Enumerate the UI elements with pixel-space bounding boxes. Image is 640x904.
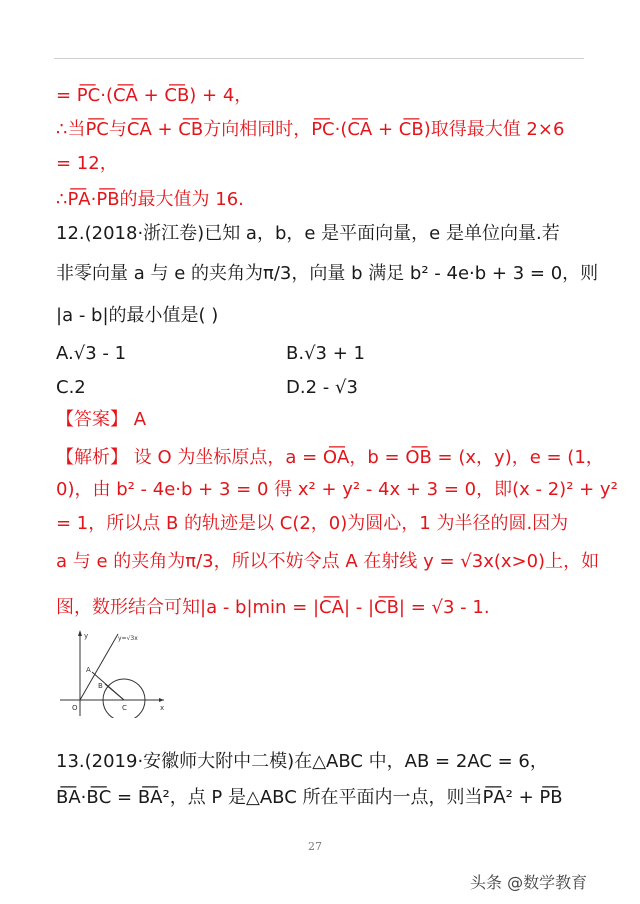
analysis-line-1: 【解析】 设 O 为坐标原点，a = O͞A，b = O͞B = (x，y)，e = (1，	[56, 447, 604, 468]
question-13-line-2: B͞A·B͞C = B͞A²，点 P 是△ABC 所在平面内一点，则当P͞A² + P͞B	[56, 787, 563, 808]
y-axis-arrow	[78, 630, 82, 636]
option-b: B.√3 + 1	[286, 343, 365, 364]
option-d: D.2 - √3	[286, 377, 358, 398]
point-c-label: C	[122, 704, 127, 712]
point-a-label: A	[86, 666, 91, 674]
analysis-line-2: 0)，由 b² - 4e·b + 3 = 0 得 x² + y² - 4x + 3 = 0，即(x - 2)² + y²	[56, 479, 618, 500]
solution-line-2: ∴当P͞C与C͞A + C͞B方向相同时，P͞C·(C͞A + C͞B)取得最大值 2×6	[56, 119, 565, 140]
analysis-line-5: 图，数形结合可知|a - b|min = |C͞A| - |C͞B| = √3 - 1.	[56, 597, 490, 618]
solution-line-3: = 12，	[56, 153, 118, 174]
ray-label: y=√3x	[118, 635, 138, 642]
question-12-line-1: 12.(2018·浙江卷)已知 a，b，e 是平面向量，e 是单位向量.若	[56, 223, 560, 244]
top-rule	[54, 58, 584, 59]
question-13-line-1: 13.(2019·安徽师大附中二模)在△ABC 中，AB = 2AC = 6，	[56, 751, 548, 772]
solution-line-4: ∴P͞A·P͞B的最大值为 16.	[56, 189, 244, 210]
answer-line: 【答案】 A	[56, 409, 147, 430]
locus-circle	[103, 679, 145, 718]
origin-label: O	[72, 704, 78, 712]
segment-bc	[105, 684, 124, 700]
option-a: A.√3 - 1	[56, 343, 127, 364]
question-12-line-2: 非零向量 a 与 e 的夹角为π/3，向量 b 满足 b² - 4e·b + 3 = 0，则	[56, 263, 599, 284]
solution-line-1: = P͞C·(C͞A + C͞B) + 4，	[56, 85, 253, 106]
y-axis-label: y	[84, 632, 89, 640]
x-axis-arrow	[159, 698, 164, 702]
point-b-label: B	[98, 682, 103, 690]
option-c: C.2	[56, 377, 86, 398]
watermark: 头条 @数学教育	[470, 873, 588, 892]
page-number: 27	[308, 840, 322, 853]
question-12-line-3: |a - b|的最小值是( )	[56, 305, 219, 326]
analysis-line-3: = 1，所以点 B 的轨迹是以 C(2，0)为圆心，1 为半径的圆.因为	[56, 513, 569, 534]
geometry-figure	[60, 628, 170, 718]
analysis-line-4: a 与 e 的夹角为π/3，所以不妨令点 A 在射线 y = √3x(x>0)上，如	[56, 551, 600, 572]
x-axis-label: x	[160, 704, 165, 712]
